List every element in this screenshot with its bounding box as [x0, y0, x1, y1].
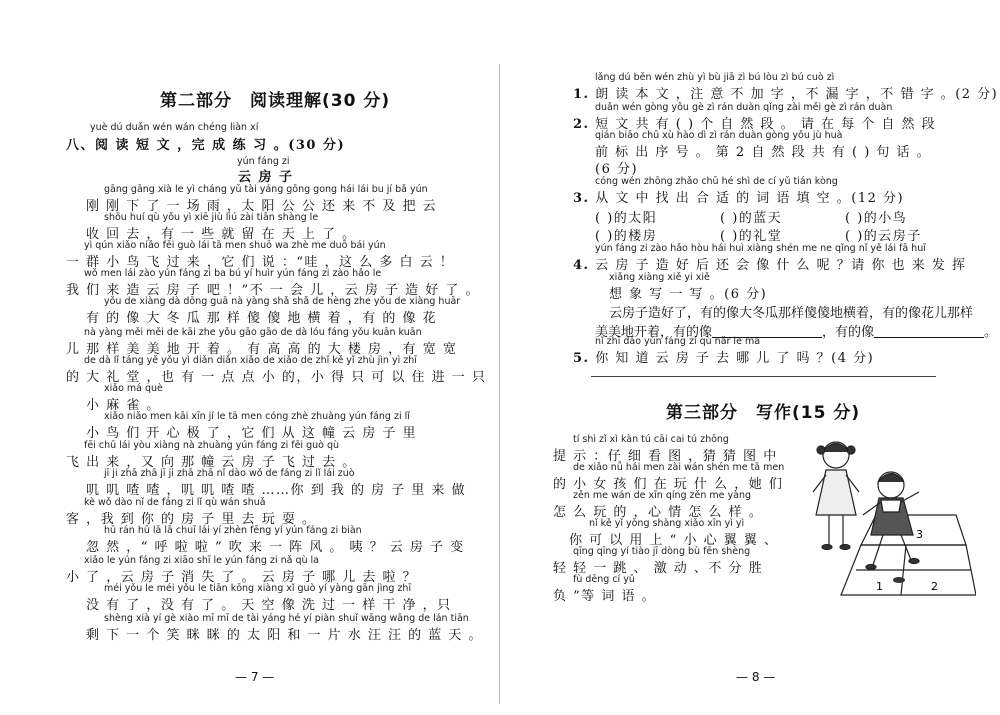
story-line-text: 叽 叽 喳 喳 ，叽 叽 喳 喳 ……你 到 我 的 房 子 里 来 做 — [86, 483, 467, 498]
q3-blank-yunfangzi[interactable]: ( )的云房子 — [845, 229, 922, 244]
story-line-pinyin: jī ji zhā zhā jī ji zhā zhā nǐ dào wǒ de fáng zi lǐ lái zuò — [104, 468, 355, 479]
story-line-text: 的 大 礼 堂 ，也 有 一 点 点 小 的，小 得 只 可 以 住 进 一 只 — [66, 370, 487, 385]
q3-pinyin: cóng wén zhōng zhǎo chū hé shì de cí yǔ tián kòng — [595, 176, 838, 187]
writing-line-pinyin: tí shì zǐ xì kàn tú cāi cai tú zhōng — [573, 434, 729, 445]
q4b-pinyin: xiǎng xiàng xiě yi xiě — [609, 272, 710, 283]
girls-playing-hopscotch-icon — [801, 430, 976, 600]
q5-pinyin: nǐ zhī dào yún fáng zi qù nǎr le ma — [595, 336, 761, 347]
story-line-text: 客 ，我 到 你 的 房 子 里 去 玩 耍 。 — [66, 512, 317, 527]
writing-line-text: 你 可 以 用 上 “ 小 心 翼 翼 、 — [569, 533, 779, 548]
svg-text:3: 3 — [916, 528, 923, 541]
q4-answer-prefix: 美美地开着，有的像 — [595, 325, 713, 340]
q1 — [573, 83, 998, 102]
q4 — [573, 254, 966, 273]
story-line-pinyin: shōu huí qù yǒu yì xiē jiù liú zài tiān shàng le — [104, 212, 319, 223]
story-line-text: 剩 下 一 个 笑 眯 眯 的 太 阳 和 一 片 水 汪 汪 的 蓝 天 。 — [86, 628, 484, 643]
story-line-text: 一 群 小 鸟 飞 过 来 ，它 们 说 ：“哇 ，这 么 多 白 云 ！ — [66, 255, 455, 270]
story-line-text: 有 的 像 大 冬 瓜 那 样 傻 傻 地 横 着 ，有 的 像 花 — [86, 311, 438, 326]
story-line-text: 收 回 去 ，有 一 些 就 留 在 天 上 了 。 — [86, 227, 357, 242]
writing-line-pinyin: zěn me wán de xīn qíng zěn me yàng — [573, 490, 752, 501]
q1-pinyin: lǎng dú běn wén zhù yì bù jiā zì bú lòu zì bú cuò zì — [595, 72, 835, 83]
q2-text: 短 文 共 有 ( ) 个 自 然 段 。 请 在 每 个 自 然 段 — [595, 117, 937, 132]
q3-blank-lantian[interactable]: ( )的蓝天 — [720, 211, 783, 226]
q2-score: (6 分) — [595, 162, 639, 177]
q4-answer-end: 。 — [984, 325, 998, 340]
story-line-pinyin: de dà lǐ táng yě yǒu yì diǎn diǎn xiǎo de xiǎo de zhǐ kě yǐ zhù jìn yì zhī — [84, 355, 417, 366]
writing-line-text: 负 ”等 词 语 。 — [553, 589, 657, 604]
section-separator — [591, 376, 936, 377]
story-line-pinyin: gāng gāng xià le yì cháng yǔ tài yáng gōng gong hái lái bu jí bǎ yún — [104, 184, 428, 195]
story-line-text: 没 有 了 ，没 有 了 。 天 空 像 洗 过 一 样 干 净 ，只 — [86, 598, 452, 613]
writing-line-text: 提 示 ：仔 细 看 图 ，猜 猜 图 中 — [553, 449, 778, 464]
story-line-text: 小 鸟 们 开 心 极 了 ，它 们 从 这 幢 云 房 子 里 — [86, 426, 417, 441]
writing-line-text: 轻 轻 一 跳 、 激 动 、不 分 胜 — [553, 561, 764, 576]
page-number-left: — 7 — — [235, 670, 275, 684]
q3 — [573, 187, 904, 206]
q2-pinyin: duǎn wén gòng yǒu gè zì rán duàn qǐng zài měi gè zì rán duàn — [595, 102, 893, 113]
story-line-pinyin: méi yǒu le méi yǒu le tiān kōng xiàng xǐ guò yí yàng gān jìng zhī — [104, 583, 412, 594]
right-page — [501, 0, 1000, 715]
section-title-writing: 第三部分 写作(15 分) — [666, 403, 861, 423]
writing-line-pinyin: qīng qīng yí tiào jī dòng bù fēn shèng — [573, 546, 751, 557]
q4-text: 云 房 子 造 好 后 还 会 像 什 么 呢 ？请 你 也 来 发 挥 — [595, 258, 967, 273]
q2-number: 2. — [573, 117, 590, 132]
story-line-pinyin: nà yàng měi měi de kāi zhe yǒu gāo gāo de dà lóu fáng yǒu kuān kuān — [84, 327, 422, 338]
story-line-text: 小 了 ，云 房 子 消 失 了 。 云 房 子 哪 儿 去 啦 ？ — [66, 570, 418, 585]
story-line-pinyin: xiǎo niǎo men kāi xīn jí le tā men cóng zhè zhuàng yún fáng zi lǐ — [104, 411, 410, 422]
q4-answer-mid: ，有的像 — [822, 325, 875, 340]
q5-text: 你 知 道 云 房 子 去 哪 儿 了 吗 ？(4 分) — [595, 351, 875, 366]
story-line-text: 忽 然 ，“ 呼 啦 啦 ” 吹 来 一 阵 风 。 咦 ？ 云 房 子 变 — [86, 540, 465, 555]
q1-text: 朗 读 本 文 ，注 意 不 加 字 ，不 漏 字 ，不 错 字 。(2 分) — [595, 87, 999, 102]
q5-number: 5. — [573, 351, 590, 366]
story-line-pinyin: xiǎo le yún fáng zi xiāo shī le yún fáng zi nǎ qù la — [84, 555, 319, 566]
story-line-pinyin: kè wǒ dào nǐ de fáng zi lǐ qù wán shuǎ — [84, 497, 266, 508]
q3-blank-taiyang[interactable]: ( )的太阳 — [595, 211, 658, 226]
writing-line-text: 怎 么 玩 的 ，心 情 怎 么 样 。 — [553, 505, 764, 520]
q8-pinyin: yuè dú duǎn wén wán chéng liàn xí — [90, 122, 259, 133]
q4-pinyin: yún fáng zi zào hǎo hòu hái huì xiàng shén me ne qǐng nǐ yě lái fā huī — [595, 243, 926, 254]
q2b-pinyin: qián biāo chū xù hào dì zì rán duàn gòng yǒu jù huà — [595, 130, 843, 141]
q1-number: 1. — [573, 87, 590, 102]
q4b-text: 想 象 写 一 写 。(6 分) — [609, 287, 768, 302]
story-line-pinyin: wǒ men lái zào yún fáng zi ba bú yí huìr yún fáng zi zào hǎo le — [84, 268, 382, 279]
story-line-text: 儿 那 样 美 美 地 开 着 。 有 高 高 的 大 楼 房 ，有 宽 宽 — [66, 342, 458, 357]
story-line-text: 飞 出 来 ，又 向 那 幢 云 房 子 飞 过 去 。 — [66, 455, 357, 470]
q2b-text: 前 标 出 序 号 。 第 2 自 然 段 共 有 ( ) 句 话 。 — [595, 145, 932, 160]
section-title-reading: 第二部分 阅读理解(30 分) — [160, 91, 391, 111]
q3-blank-litang[interactable]: ( )的礼堂 — [720, 229, 783, 244]
q5 — [573, 347, 874, 366]
story-title-pinyin: yún fáng zi — [237, 156, 290, 167]
story-line-pinyin: xiǎo má què — [104, 383, 163, 394]
svg-text:2: 2 — [931, 580, 938, 593]
writing-line-pinyin: nǐ kě yǐ yòng shàng xiǎo xīn yì yì — [589, 518, 745, 529]
story-line-pinyin: hū rán hū lā lā chuī lái yí zhèn fēng yí yún fáng zi biàn — [104, 525, 362, 536]
story-line-text: 我 们 来 造 云 房 子 吧 ！”不 一 会 儿 ，云 房 子 造 好 了 。 — [66, 283, 481, 298]
q3-number: 3. — [573, 191, 590, 206]
q3-blank-xiaoniao[interactable]: ( )的小鸟 — [845, 211, 908, 226]
writing-line-pinyin: fù dēng cí yǔ — [573, 574, 635, 585]
page-number-right: — 8 — — [736, 670, 776, 684]
q3-text: 从 文 中 找 出 合 适 的 词 语 填 空 。(12 分) — [595, 191, 905, 206]
q4-example: 云房子造好了，有的像大冬瓜那样傻傻地横着，有的像花儿那样 — [609, 306, 974, 321]
q3-blank-loufang[interactable]: ( )的楼房 — [595, 229, 658, 244]
story-line-pinyin: yì qún xiǎo niǎo fēi guò lái tā men shuō wa zhè me duō bái yún — [84, 240, 386, 251]
q8-heading: 八、阅 读 短 文 ，完 成 练 习 。(30 分) — [66, 138, 346, 153]
story-title: 云 房 子 — [238, 170, 294, 185]
story-line-text: 小 麻 雀 。 — [86, 398, 161, 413]
q4-blank-2[interactable] — [874, 325, 984, 338]
writing-line-pinyin: de xiǎo nǚ hái men zài wán shén me tā men — [573, 462, 785, 473]
story-line-pinyin: fēi chū lái yòu xiàng nà zhuàng yún fáng zi fēi guò qù — [84, 440, 340, 451]
svg-text:1: 1 — [876, 580, 883, 593]
writing-line-text: 的 小 女 孩 们 在 玩 什 么 ，她 们 — [553, 477, 784, 492]
q4-number: 4. — [573, 258, 590, 273]
story-line-pinyin: yǒu de xiàng dà dōng guā nà yàng shǎ shǎ de hèng zhe yǒu de xiàng huār — [104, 296, 461, 307]
story-line-pinyin: shèng xià yí gè xiào mī mī de tài yáng hé yí piàn shuǐ wāng wāng de lán tiān — [104, 613, 469, 624]
story-line-text: 刚 刚 下 了 一 场 雨 ，太 阳 公 公 还 来 不 及 把 云 — [86, 199, 438, 214]
